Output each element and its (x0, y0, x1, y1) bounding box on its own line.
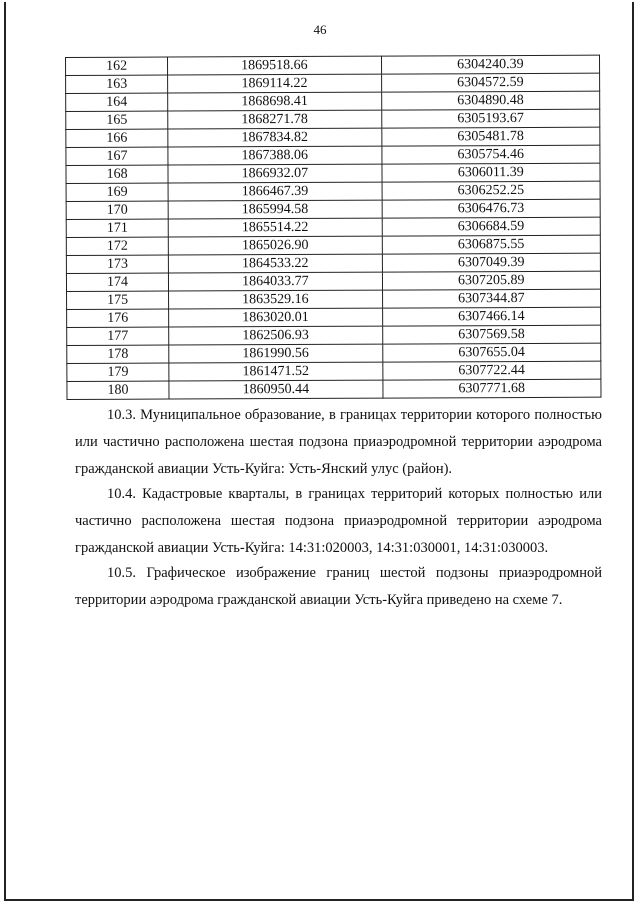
point-number-cell: 166 (66, 129, 168, 147)
point-number-cell: 173 (66, 255, 168, 273)
y-coordinate-cell: 6307722.44 (382, 361, 600, 380)
page-number: 46 (313, 22, 327, 37)
x-coordinate-cell: 1863529.16 (169, 290, 383, 309)
point-number-cell: 175 (67, 291, 169, 309)
point-number-cell: 180 (67, 381, 169, 399)
y-coordinate-cell: 6305754.46 (381, 145, 599, 164)
point-number-cell: 163 (66, 75, 168, 93)
x-coordinate-cell: 1861990.56 (169, 344, 383, 363)
table-row (66, 163, 600, 183)
y-coordinate-cell: 6305193.67 (381, 109, 599, 128)
y-coordinate-cell: 6305481.78 (381, 127, 599, 146)
table-row (67, 343, 601, 363)
table-row (67, 325, 601, 345)
table-row (66, 235, 600, 255)
table-row (67, 361, 601, 381)
x-coordinate-cell: 1869114.22 (168, 74, 382, 93)
y-coordinate-cell: 6306875.55 (382, 235, 600, 254)
x-coordinate-cell: 1864533.22 (169, 254, 383, 273)
point-number-cell: 162 (66, 57, 168, 75)
table-row (66, 91, 600, 111)
x-coordinate-cell: 1860950.44 (169, 380, 383, 399)
point-number-cell: 170 (66, 201, 168, 219)
y-coordinate-cell: 6306252.25 (382, 181, 600, 200)
x-coordinate-cell: 1869518.66 (168, 56, 382, 75)
y-coordinate-cell: 6304890.48 (381, 91, 599, 110)
y-coordinate-cell: 6307205.89 (382, 271, 600, 290)
y-coordinate-cell: 6306476.73 (382, 199, 600, 218)
x-coordinate-cell: 1866932.07 (168, 164, 382, 183)
y-coordinate-cell: 6307771.68 (382, 379, 600, 398)
x-coordinate-cell: 1865026.90 (168, 236, 382, 255)
table-row (66, 271, 600, 291)
table-row (67, 379, 601, 399)
point-number-cell: 177 (67, 327, 169, 345)
table-row (67, 307, 601, 327)
paragraph-10-3: 10.3. Муниципальное образование, в границах территории которого полностью или частично расположена шестая подзона приаэродромной территории аэродрома гражданской авиации Усть-Куйга: Усть-Янский улус (район). (75, 407, 602, 477)
x-coordinate-cell: 1864033.77 (169, 272, 383, 291)
table-row (66, 199, 600, 219)
y-coordinate-cell: 6307466.14 (382, 307, 600, 326)
table-row (66, 73, 600, 93)
table-row (66, 181, 600, 201)
paragraph-10-5: 10.5. Графическое изображение границ шестой подзоны приаэродромной территории аэродрома гражданской авиации Усть-Куйга приведено на схеме 7. (75, 565, 602, 608)
point-number-cell: 169 (66, 183, 168, 201)
point-number-cell: 176 (67, 309, 169, 327)
point-number-cell: 164 (66, 93, 168, 111)
table-row (66, 109, 600, 129)
point-number-cell: 178 (67, 345, 169, 363)
y-coordinate-cell: 6306011.39 (382, 163, 600, 182)
y-coordinate-cell: 6306684.59 (382, 217, 600, 236)
y-coordinate-cell: 6304240.39 (381, 55, 599, 74)
x-coordinate-cell: 1868698.41 (168, 92, 382, 111)
x-coordinate-cell: 1866467.39 (168, 182, 382, 201)
x-coordinate-cell: 1867388.06 (168, 146, 382, 165)
y-coordinate-cell: 6307049.39 (382, 253, 600, 272)
point-number-cell: 174 (66, 273, 168, 291)
point-number-cell: 168 (66, 165, 168, 183)
point-number-cell: 179 (67, 363, 169, 381)
y-coordinate-cell: 6307655.04 (382, 343, 600, 362)
x-coordinate-cell: 1863020.01 (169, 308, 383, 327)
table-row (66, 253, 600, 273)
x-coordinate-cell: 1861471.52 (169, 362, 383, 381)
y-coordinate-cell: 6307344.87 (382, 289, 600, 308)
x-coordinate-cell: 1867834.82 (168, 128, 382, 147)
coordinates-table (65, 55, 601, 400)
x-coordinate-cell: 1865514.22 (168, 218, 382, 237)
point-number-cell: 172 (66, 237, 168, 255)
y-coordinate-cell: 6307569.58 (382, 325, 600, 344)
point-number-cell: 171 (66, 219, 168, 237)
table-row (66, 55, 600, 75)
table-row (66, 145, 600, 165)
x-coordinate-cell: 1865994.58 (168, 200, 382, 219)
table-row (66, 217, 600, 237)
paragraph-10-4: 10.4. Кадастровые кварталы, в границах территорий которых полностью или частично расположена шестая подзона приаэродромной территории аэродрома гражданской авиации Усть-Куйга: 14:31:020003, 14:31:030001, 14:31:030003. (75, 486, 602, 556)
x-coordinate-cell: 1868271.78 (168, 110, 382, 129)
point-number-cell: 165 (66, 111, 168, 129)
y-coordinate-cell: 6304572.59 (381, 73, 599, 92)
x-coordinate-cell: 1862506.93 (169, 326, 383, 345)
point-number-cell: 167 (66, 147, 168, 165)
table-row (66, 127, 600, 147)
table-row (67, 289, 601, 309)
